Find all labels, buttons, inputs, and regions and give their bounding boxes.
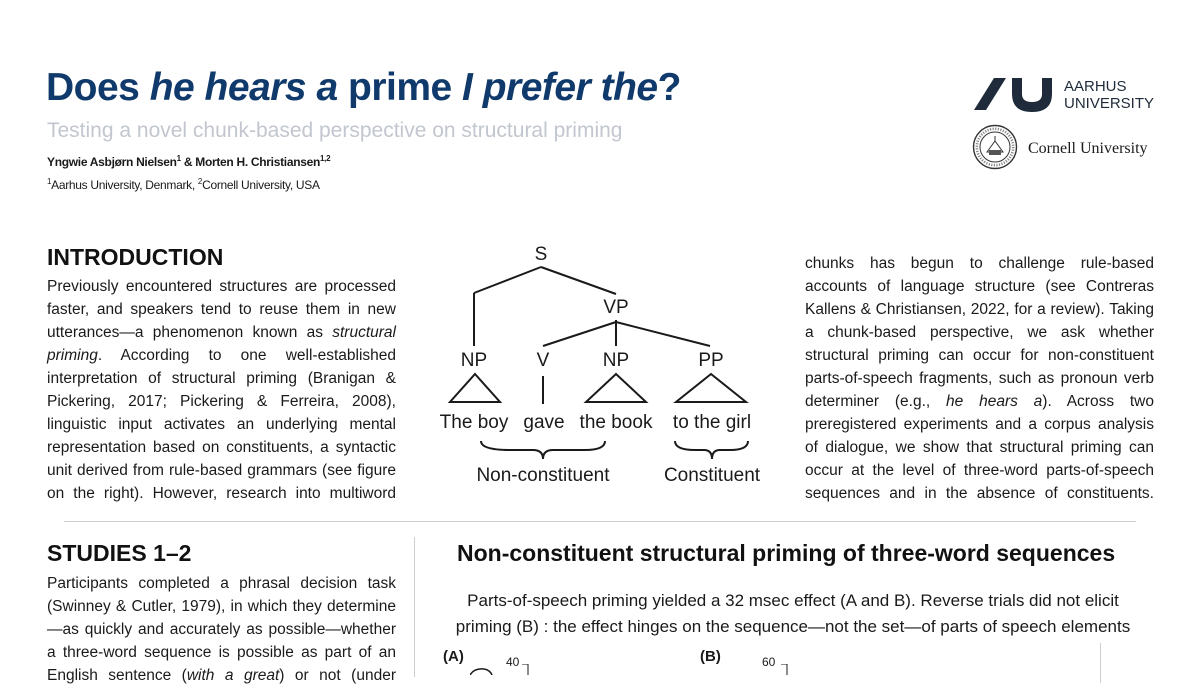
node-pp: PP (698, 350, 724, 371)
affiliations (47, 177, 320, 192)
column-divider-right (1100, 643, 1101, 683)
title-part-4: ? (657, 66, 681, 109)
aarhus-line-2: UNIVERSITY (1064, 95, 1155, 112)
syntax-tree-diagram (430, 236, 780, 496)
edge-s-np (474, 267, 541, 293)
results-summary: Parts-of-speech priming yielded a 32 msec effect (A and B). Reverse trials did not elicit priming (B) : the effect hinges on the sequence—not the set—of parts of speech elements (455, 591, 1131, 636)
cornell-logo-text: Cornell University (1028, 140, 1148, 157)
introduction-paragraph-1 (47, 275, 396, 505)
studies-heading: STUDIES 1–2 (47, 540, 192, 566)
author-list (47, 154, 330, 169)
affil-2-marker: 2 (197, 177, 203, 186)
panel-a-label: (A) (443, 648, 464, 665)
affil-2: Cornell University, USA (202, 178, 320, 192)
node-np1: NP (460, 350, 488, 371)
intro-text-a: Previously encountered structures are processed faster, and speakers tend to reuse them in new utterances—a phenomenon known as (47, 278, 396, 341)
node-s: S (534, 244, 548, 265)
poster-title (46, 66, 681, 110)
introduction-paragraph-2 (805, 252, 1154, 505)
panel-b-y-tick: 60 (762, 655, 776, 669)
author-2: Morten H. Christiansen (195, 155, 320, 169)
title-part-1: he hears a (149, 66, 338, 109)
aarhus-line-1: AARHUS (1064, 78, 1127, 95)
title-part-3: I prefer the (462, 66, 658, 109)
label-non-constituent: Non-constituent (476, 465, 610, 486)
intro2-text-a: chunks has begun to challenge rule-based accounts of language structure (see Contreras Kallens & Christiansen, 2022, for a review). Taking a chunk-based perspective, we ask whether structural priming can occur for non-constituent parts-of-speech fragments, such as pronoun verb determiner (e.g., (805, 255, 1154, 410)
intro-emphasis: structural priming (47, 324, 396, 364)
brace-non-constituent (481, 441, 605, 459)
intro-text-b: . According to one well-established interpretation of structural priming (Branigan & Pickering, 2017; Pickering & Ferreira, 2008), linguistic input activates an underlying mental representation based on constituents, a syntactic unit derived from rule-based grammars (see figure on the right). However, research into multiword (47, 347, 396, 502)
affil-1: Aarhus University, Denmark, (51, 178, 198, 192)
node-np2: NP (602, 350, 630, 371)
aarhus-logo-text (1064, 78, 1154, 112)
edge-vp-v (543, 322, 616, 346)
cornell-seal-icon (972, 124, 1018, 170)
studies-text-b: ) or not (under (279, 667, 396, 684)
triangle-np1 (450, 374, 500, 402)
edge-s-vp (541, 267, 616, 294)
poster-subtitle: Testing a novel chunk-based perspective on structural priming (47, 119, 623, 142)
node-v: V (536, 350, 550, 371)
author-1-affil: 1 (176, 154, 181, 163)
column-divider (414, 537, 415, 677)
studies-text-a: Participants completed a phrasal decision task (Swinney & Cutler, 1979), in which they determine—as quickly and accurately as possible—whether a three-word sequence is possible as part of an English sentence ( (47, 575, 396, 684)
studies-paragraph (47, 572, 396, 687)
word-the-boy: The boy (439, 412, 509, 433)
title-part-2: prime (337, 66, 463, 109)
aarhus-logo-icon (972, 74, 1054, 112)
affil-1-marker: 1 (47, 177, 52, 186)
panel-a-axis-fragment (470, 664, 530, 675)
word-the-book: the book (579, 412, 653, 433)
section-divider (64, 521, 1136, 522)
studies-emphasis: with a great (186, 667, 280, 684)
panel-a-y-tick: 40 (506, 655, 520, 669)
author-2-affil: 1,2 (320, 154, 331, 163)
word-gave: gave (523, 412, 565, 433)
node-vp: VP (603, 297, 629, 318)
label-constituent: Constituent (663, 465, 761, 486)
word-to-the-girl: to the girl (672, 412, 752, 433)
panel-b-axis-fragment (779, 664, 789, 675)
author-1: Yngwie Asbjørn Nielsen (47, 155, 177, 169)
panel-b-label: (B) (700, 648, 721, 665)
title-part-0: Does (46, 66, 150, 109)
author-join: & (180, 155, 196, 169)
edge-vp-pp (616, 322, 710, 346)
brace-constituent (675, 441, 748, 459)
triangle-pp (676, 374, 746, 402)
results-heading: Non-constituent structural priming of three-word sequences (457, 540, 1116, 566)
triangle-np2 (586, 374, 646, 402)
introduction-heading: INTRODUCTION (47, 244, 224, 270)
intro2-emphasis: he hears a (946, 393, 1043, 410)
intro2-text-b: ). Across two preregistered experiments and a corpus analysis of dialogue, we show that structural priming can occur at the level of three-word parts-of-speech sequences and in the absence of constituents. (805, 393, 1154, 502)
